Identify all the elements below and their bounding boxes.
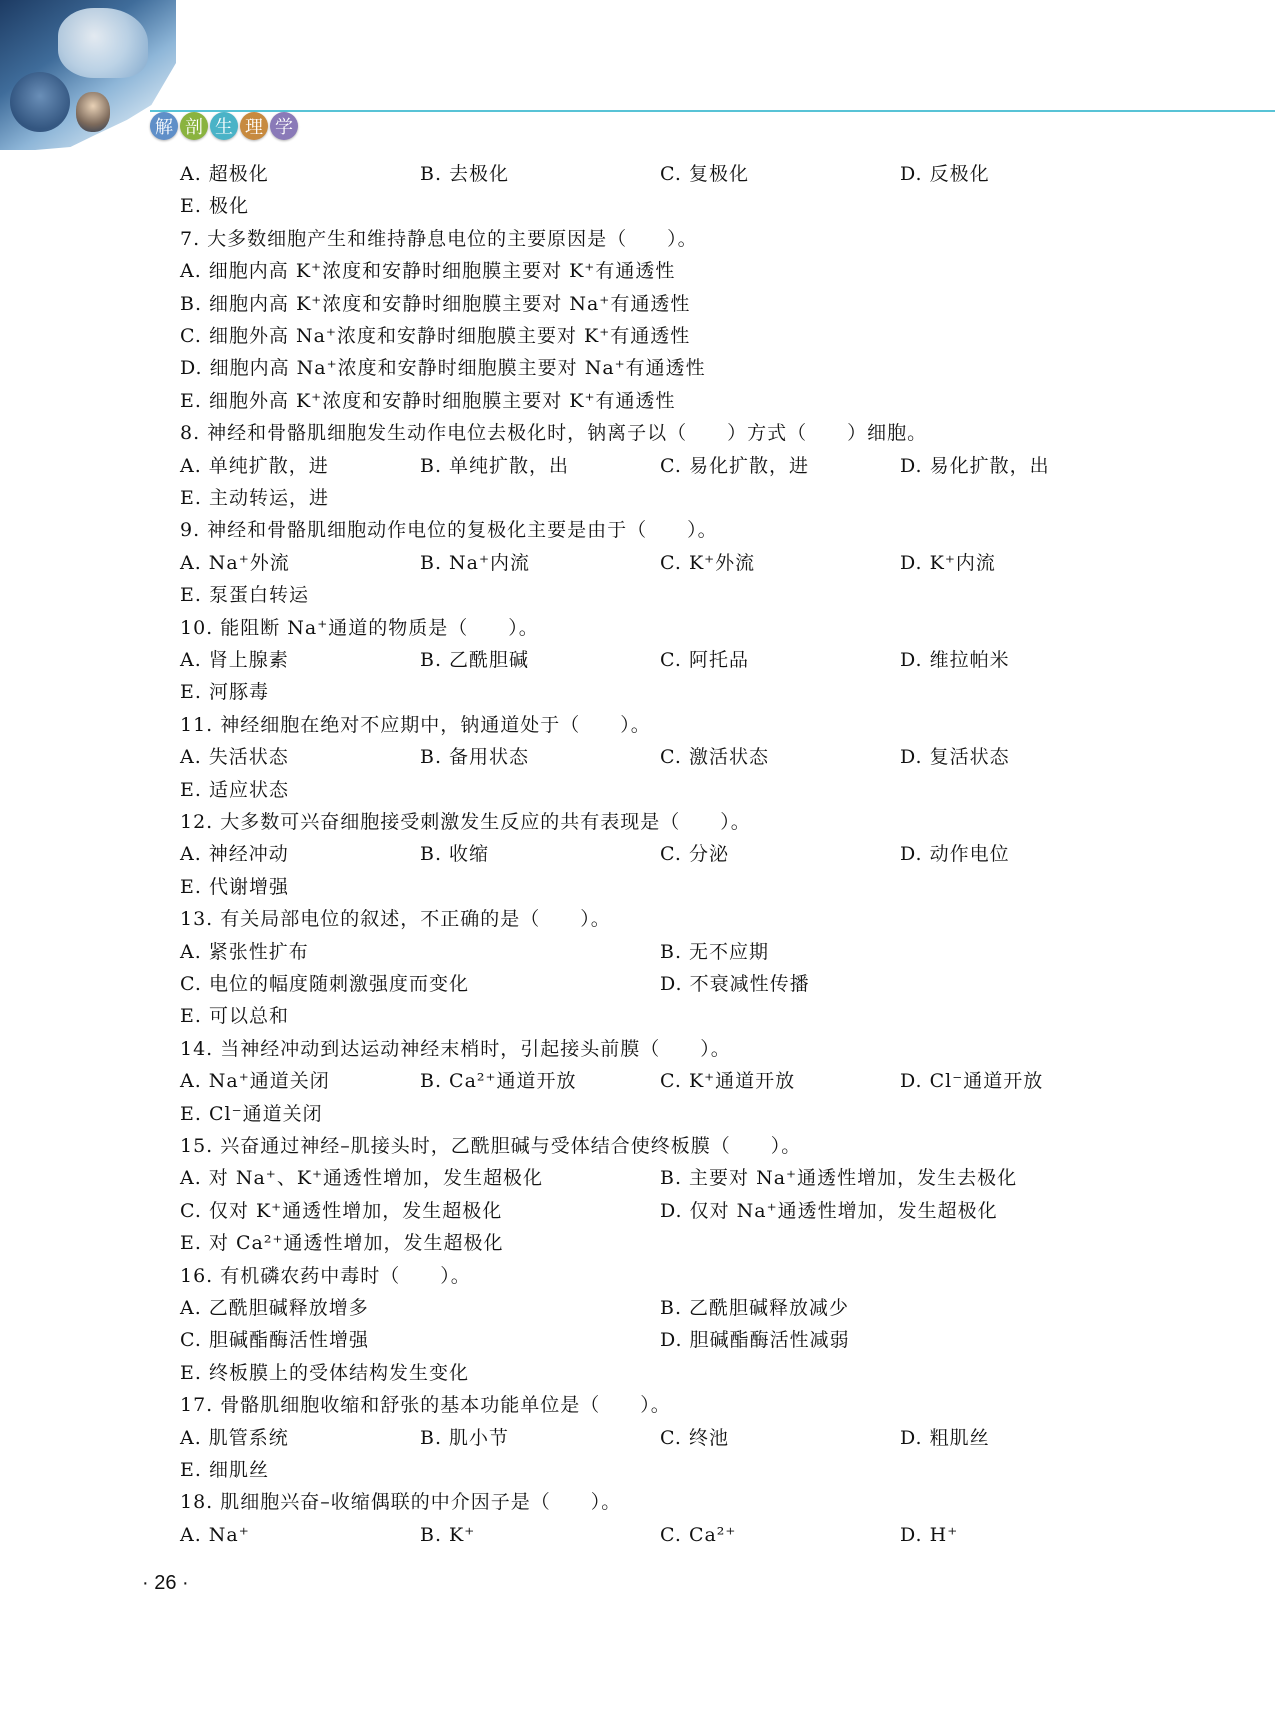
question-row	[0, 904, 1275, 934]
photo-surgeon	[10, 72, 70, 132]
option-text: C. 激活状态	[660, 746, 769, 769]
option-text: E. 河豚毒	[180, 681, 269, 704]
question-text: 15. 兴奋通过神经–肌接头时，乙酰胆碱与受体结合使终板膜（ ）。	[180, 1135, 802, 1157]
option-text: A. Na⁺通道关闭	[180, 1070, 330, 1093]
option-text: D. 不衰减性传播	[660, 973, 810, 995]
option-text: A. 肌管系统	[180, 1426, 289, 1449]
option-text: D. 动作电位	[900, 843, 1010, 866]
question-row	[0, 515, 1275, 545]
option-row	[0, 548, 1275, 578]
page-number: · 26 ·	[142, 1572, 189, 1594]
option-row	[0, 742, 1275, 772]
option-text: B. 去极化	[420, 163, 510, 185]
option-text: A. Na⁺外流	[180, 551, 290, 574]
option-text: C. 电位的幅度随刺激强度而变化	[180, 973, 469, 995]
question-text: 8. 神经和骨骼肌细胞发生动作电位去极化时，钠离子以（ ）方式（ ）细胞。	[180, 422, 928, 445]
question-row	[0, 1261, 1275, 1291]
option-row	[0, 483, 1275, 513]
option-row	[0, 451, 1275, 481]
question-text: 11. 神经细胞在绝对不应期中，钠通道处于（ ）。	[180, 713, 651, 736]
question-row	[0, 710, 1275, 740]
option-text: A. 超极化	[180, 163, 269, 185]
option-row	[0, 1423, 1275, 1453]
option-row	[0, 289, 1275, 319]
option-row	[0, 1196, 1275, 1226]
option-text: B. 单纯扩散，出	[420, 454, 570, 477]
option-text: E. 可以总和	[180, 1005, 289, 1028]
option-text: B. Ca²⁺通道开放	[420, 1070, 577, 1093]
option-row	[0, 872, 1275, 902]
option-text: A. Na⁺	[180, 1523, 250, 1546]
header-rule	[150, 110, 1275, 112]
option-row	[0, 677, 1275, 707]
option-row	[0, 321, 1275, 351]
option-text: E. Cl⁻通道关闭	[180, 1102, 323, 1125]
option-row	[0, 969, 1275, 999]
option-row	[0, 1325, 1275, 1355]
option-text: C. 分泌	[660, 843, 729, 866]
book-title-char: 解	[150, 112, 178, 140]
option-text: B. 备用状态	[420, 746, 530, 769]
photo-machine	[58, 8, 148, 78]
option-text: E. 对 Ca²⁺通透性增加，发生超极化	[180, 1232, 504, 1255]
book-title-char: 学	[270, 112, 298, 140]
option-text: A. 失活状态	[180, 746, 289, 769]
option-text: B. 乙酰胆碱	[420, 649, 530, 671]
option-row	[0, 839, 1275, 869]
option-row	[0, 1066, 1275, 1096]
book-title-char: 剖	[180, 112, 208, 140]
option-row	[0, 191, 1275, 221]
option-row	[0, 1099, 1275, 1129]
question-text: 18. 肌细胞兴奋–收缩偶联的中介因子是（ ）。	[180, 1491, 622, 1514]
option-row	[0, 645, 1275, 675]
option-row	[0, 1001, 1275, 1031]
question-row	[0, 807, 1275, 837]
option-text: D. 粗肌丝	[900, 1426, 990, 1449]
option-text: C. K⁺通道开放	[660, 1070, 796, 1093]
option-text: D. 细胞内高 Na⁺浓度和安静时细胞膜主要对 Na⁺有通透性	[180, 357, 706, 380]
option-text: E. 极化	[180, 195, 249, 218]
option-row	[0, 937, 1275, 967]
option-text: A. 细胞内高 K⁺浓度和安静时细胞膜主要对 K⁺有通透性	[180, 260, 676, 283]
question-text: 17. 骨骼肌细胞收缩和舒张的基本功能单位是（ ）。	[180, 1394, 671, 1417]
option-row	[0, 386, 1275, 416]
option-text: D. 反极化	[900, 163, 990, 185]
option-text: C. Ca²⁺	[660, 1523, 737, 1546]
question-text: 13. 有关局部电位的叙述，不正确的是（ ）。	[180, 908, 611, 931]
option-text: C. 阿托品	[660, 649, 749, 671]
option-row	[0, 1520, 1275, 1550]
book-title-char: 理	[240, 112, 268, 140]
option-text: C. K⁺外流	[660, 551, 756, 574]
option-row	[0, 159, 1275, 189]
option-text: D. 维拉帕米	[900, 649, 1010, 671]
question-row	[0, 1034, 1275, 1064]
option-row	[0, 256, 1275, 286]
option-text: A. 乙酰胆碱释放增多	[180, 1297, 369, 1319]
option-row	[0, 1163, 1275, 1193]
option-text: D. 易化扩散，出	[900, 454, 1050, 477]
option-text: B. K⁺	[420, 1523, 476, 1546]
option-text: C. 终池	[660, 1426, 729, 1449]
book-title	[150, 112, 298, 140]
photo-person	[76, 92, 110, 132]
option-row	[0, 1293, 1275, 1323]
option-text: C. 易化扩散，进	[660, 454, 809, 477]
option-text: B. 乙酰胆碱释放减少	[660, 1297, 850, 1319]
option-text: E. 代谢增强	[180, 875, 289, 898]
option-text: C. 仅对 K⁺通透性增加，发生超极化	[180, 1199, 503, 1222]
option-row	[0, 1455, 1275, 1485]
question-row	[0, 1487, 1275, 1517]
option-row	[0, 353, 1275, 383]
option-text: B. 无不应期	[660, 940, 770, 963]
option-text: E. 终板膜上的受体结构发生变化	[180, 1361, 469, 1384]
option-text: A. 神经冲动	[180, 843, 289, 866]
question-row	[0, 613, 1275, 643]
option-row	[0, 775, 1275, 805]
option-text: A. 肾上腺素	[180, 649, 289, 671]
option-text: E. 主动转运，进	[180, 487, 329, 509]
option-text: D. K⁺内流	[900, 551, 996, 574]
option-text: C. 胆碱酯酶活性增强	[180, 1329, 369, 1352]
option-row	[0, 1358, 1275, 1388]
option-row	[0, 580, 1275, 610]
question-row	[0, 1131, 1275, 1161]
option-text: B. 收缩	[420, 843, 490, 866]
option-text: B. 肌小节	[420, 1426, 510, 1449]
option-text: A. 紧张性扩布	[180, 940, 309, 963]
question-text: 12. 大多数可兴奋细胞接受刺激发生反应的共有表现是（ ）。	[180, 811, 751, 833]
question-text: 16. 有机磷农药中毒时（ ）。	[180, 1264, 471, 1287]
option-text: D. 复活状态	[900, 746, 1010, 769]
question-row	[0, 224, 1275, 254]
option-text: E. 细肌丝	[180, 1459, 269, 1481]
option-text: B. 细胞内高 K⁺浓度和安静时细胞膜主要对 Na⁺有通透性	[180, 292, 691, 315]
option-text: C. 细胞外高 Na⁺浓度和安静时细胞膜主要对 K⁺有通透性	[180, 325, 691, 347]
option-text: A. 单纯扩散，进	[180, 454, 329, 477]
book-title-char: 生	[210, 112, 238, 140]
option-text: A. 对 Na⁺、K⁺通透性增加，发生超极化	[180, 1167, 544, 1190]
option-text: E. 适应状态	[180, 778, 289, 801]
question-text: 10. 能阻断 Na⁺通道的物质是（ ）。	[180, 616, 539, 639]
option-text: D. 仅对 Na⁺通透性增加，发生超极化	[660, 1199, 998, 1222]
question-row	[0, 418, 1275, 448]
question-text: 14. 当神经冲动到达运动神经末梢时，引起接头前膜（ ）。	[180, 1037, 731, 1060]
option-text: B. 主要对 Na⁺通透性增加，发生去极化	[660, 1167, 1018, 1190]
option-text: D. 胆碱酯酶活性减弱	[660, 1329, 850, 1352]
option-text: C. 复极化	[660, 163, 749, 185]
question-text: 7. 大多数细胞产生和维持静息电位的主要原因是（ ）。	[180, 227, 698, 250]
option-text: E. 泵蛋白转运	[180, 584, 309, 607]
option-row	[0, 1228, 1275, 1258]
option-text: D. Cl⁻通道开放	[900, 1070, 1044, 1093]
option-text: B. Na⁺内流	[420, 551, 531, 574]
option-text: D. H⁺	[900, 1523, 959, 1546]
option-text: E. 细胞外高 K⁺浓度和安静时细胞膜主要对 K⁺有通透性	[180, 389, 676, 412]
question-text: 9. 神经和骨骼肌细胞动作电位的复极化主要是由于（ ）。	[180, 519, 718, 542]
question-row	[0, 1390, 1275, 1420]
